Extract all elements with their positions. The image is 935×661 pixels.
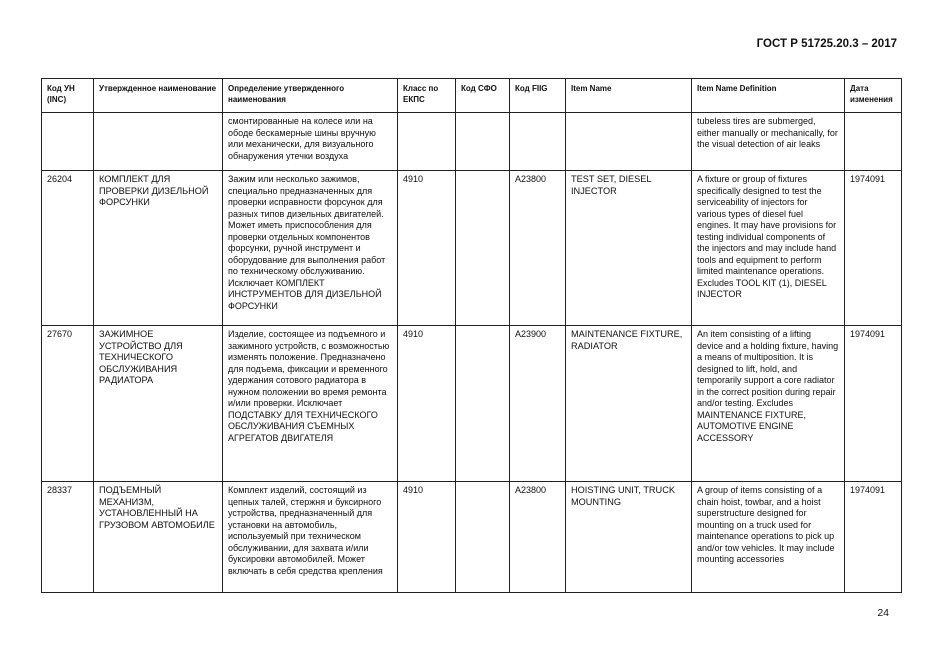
table-row bbox=[42, 171, 902, 326]
cell-fiig: A23800 bbox=[510, 171, 566, 326]
cell-item-name bbox=[566, 113, 692, 171]
cell-class: 4910 bbox=[398, 326, 456, 482]
col-header-item-name: Item Name bbox=[566, 79, 692, 113]
cell-date bbox=[845, 113, 902, 171]
cell-sfo bbox=[456, 171, 510, 326]
cell-definition: смонтированные на колесе или на ободе бескамерные шины вручную или механически, для визуального обнаружения утечки воздуха bbox=[223, 113, 398, 171]
cell-approved-name bbox=[94, 113, 223, 171]
cell-fiig: A23800 bbox=[510, 482, 566, 593]
cell-inc: 27670 bbox=[42, 326, 94, 482]
table-row bbox=[42, 326, 902, 482]
cell-approved-name: ЗАЖИМНОЕ УСТРОЙСТВО ДЛЯ ТЕХНИЧЕСКОГО ОБСЛУЖИВАНИЯ РАДИАТОРА bbox=[94, 326, 223, 482]
cell-sfo bbox=[456, 113, 510, 171]
cell-definition: Изделие, состоящее из подъемного и зажимного устройств, с возможностью изменять положение. Предназначено для подъема, фиксации и временного удержания сотового радиатора в нужном положении во время ремонта и/или проверки. Исключает ПОДСТАВКУ ДЛЯ ТЕХНИЧЕСКОГО ОБСЛУЖИВАНИЯ СЪЕМНЫХ АГРЕГАТОВ ДВИГАТЕЛЯ bbox=[223, 326, 398, 482]
cell-item-name-definition: tubeless tires are submerged, either manually or mechanically, for the visual detection of air leaks bbox=[692, 113, 845, 171]
cell-item-name-definition: A group of items consisting of a chain hoist, towbar, and a hoist superstructure designed for mounting on a truck used for maintenance operations to pick up and/or tow vehicles. It may include mounting accessories bbox=[692, 482, 845, 593]
cell-item-name: TEST SET, DIESEL INJECTOR bbox=[566, 171, 692, 326]
page-number: 24 bbox=[877, 607, 889, 619]
col-header-item-name-definition: Item Name Definition bbox=[692, 79, 845, 113]
col-header-class: Класс по ЕКПС bbox=[398, 79, 456, 113]
cell-approved-name: ПОДЪЕМНЫЙ МЕХАНИЗМ, УСТАНОВЛЕННЫЙ НА ГРУЗОВОМ АВТОМОБИЛЕ bbox=[94, 482, 223, 593]
nomenclature-table bbox=[41, 78, 902, 593]
cell-definition: Комплект изделий, состоящий из цепных талей, стержня и буксирного устройства, предназначенный для установки на автомобиль, используемый при техническом обслуживании, для захвата и/или буксировки автомобилей. Может включать в себя средства крепления bbox=[223, 482, 398, 593]
cell-inc bbox=[42, 113, 94, 171]
cell-inc: 28337 bbox=[42, 482, 94, 593]
col-header-approved-name: Утвержденное наименование bbox=[94, 79, 223, 113]
col-header-fiig: Код FIIG bbox=[510, 79, 566, 113]
cell-item-name-definition: An item consisting of a lifting device and a holding fixture, having a means of multiposition. It is designed to lift, hold, and temporarily support a core radiator in the correct position during repair and/or testing. Excludes MAINTENANCE FIXTURE, AUTOMOTIVE ENGINE ACCESSORY bbox=[692, 326, 845, 482]
table-row bbox=[42, 113, 902, 171]
document-code: ГОСТ Р 51725.20.3 – 2017 bbox=[756, 38, 897, 50]
cell-date: 1974091 bbox=[845, 171, 902, 326]
cell-fiig: A23900 bbox=[510, 326, 566, 482]
table-row bbox=[42, 482, 902, 593]
col-header-sfo: Код СФО bbox=[456, 79, 510, 113]
cell-class: 4910 bbox=[398, 171, 456, 326]
cell-class bbox=[398, 113, 456, 171]
cell-sfo bbox=[456, 326, 510, 482]
col-header-date: Дата изменения bbox=[845, 79, 902, 113]
cell-date: 1974091 bbox=[845, 482, 902, 593]
cell-definition: Зажим или несколько зажимов, специально предназначенных для проверки исправности форсунок для разных типов дизельных двигателей. Может иметь приспособления для проверки отдельных компонентов форсунки, ручной инструмент и оборудование для выполнения работ по техническому обслуживанию. Исключает КОМПЛЕКТ ИНСТРУМЕНТОВ ДЛЯ ДИЗЕЛЬНОЙ ФОРСУНКИ bbox=[223, 171, 398, 326]
cell-inc: 26204 bbox=[42, 171, 94, 326]
col-header-definition: Определение утвержденного наименования bbox=[223, 79, 398, 113]
cell-sfo bbox=[456, 482, 510, 593]
cell-item-name-definition: A fixture or group of fixtures specifically designed to test the serviceability of injectors for various types of diesel fuel engines. It may have provisions for testing individual components of the injectors and may include hand tools and equipment to perform limited maintenance operations. Excludes TOOL KIT (1), DIESEL INJECTOR bbox=[692, 171, 845, 326]
cell-approved-name: КОМПЛЕКТ ДЛЯ ПРОВЕРКИ ДИЗЕЛЬНОЙ ФОРСУНКИ bbox=[94, 171, 223, 326]
cell-date: 1974091 bbox=[845, 326, 902, 482]
col-header-inc: Код УН (INC) bbox=[42, 79, 94, 113]
table-header-row bbox=[42, 79, 902, 113]
cell-item-name: HOISTING UNIT, TRUCK MOUNTING bbox=[566, 482, 692, 593]
cell-fiig bbox=[510, 113, 566, 171]
cell-item-name: MAINTENANCE FIXTURE, RADIATOR bbox=[566, 326, 692, 482]
cell-class: 4910 bbox=[398, 482, 456, 593]
